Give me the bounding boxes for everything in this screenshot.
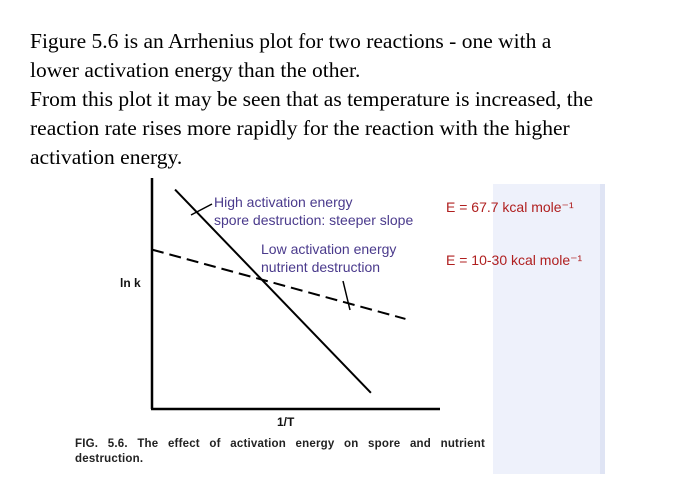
high-ea-label-line-1: High activation energy [214,194,353,210]
x-axis-label: 1/T [277,415,295,429]
low-ea-label-line-2: nutrient destruction [261,259,381,275]
figure-caption [75,437,485,467]
figure-caption-text: The effect of activation energy on spore and nutrient destruction. [75,438,485,465]
high-ea-label-line-2: spore destruction: steeper slope [214,212,414,228]
low-ea-label-line-1: Low activation energy [261,241,397,257]
low-ea-leader-line [343,281,350,310]
low-ea-energy-label: E = 10-30 kcal mole⁻¹ [446,252,583,268]
paragraph-line: Figure 5.6 is an Arrhenius plot for two reactions - one with a [30,29,552,53]
paragraph-line: activation energy. [30,145,183,169]
figure-caption-label: FIG. 5.6. [75,438,128,450]
paragraph-line: From this plot it may be seen that as temperature is increased, the [30,87,594,111]
high-ea-energy-label: E = 67.7 kcal mole⁻¹ [446,199,574,215]
paragraph-line: lower activation energy than the other. [30,58,361,82]
y-axis-label: ln k [120,276,141,290]
paragraph-line: reaction rate rises more rapidly for the reaction with the higher [30,116,570,140]
